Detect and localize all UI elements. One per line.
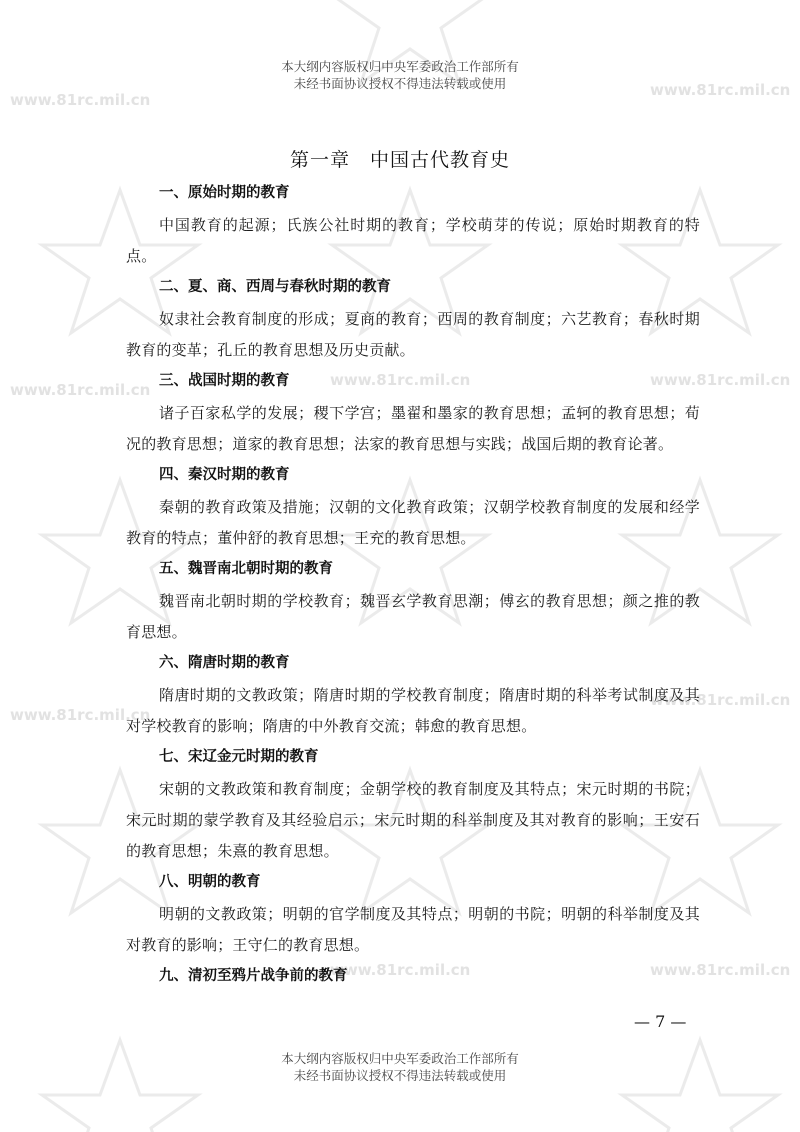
copyright-footer-line2: 未经书面协议授权不得违法转载或使用 bbox=[293, 1068, 507, 1083]
section-heading: 三、战国时期的教育 bbox=[159, 373, 290, 389]
section bbox=[126, 746, 700, 867]
copyright-header bbox=[0, 58, 800, 92]
section bbox=[126, 652, 700, 742]
section-body: 魏晋南北朝时期的学校教育；魏晋玄学教育思潮；傅玄的教育思想；颜之推的教育思想。 bbox=[126, 592, 700, 641]
copyright-header-line2: 未经书面协议授权不得违法转载或使用 bbox=[293, 76, 507, 91]
section bbox=[126, 558, 700, 648]
section-body: 宋朝的文教政策和教育制度；金朝学校的教育制度及其特点；宋元时期的书院；宋元时期的蒙学教育及其经验启示；宋元时期的科举制度及其对教育的影响；王安石的教育思想；朱熹的教育思想。 bbox=[126, 780, 700, 860]
section bbox=[126, 276, 700, 366]
section-body: 诸子百家私学的发展；稷下学宫；墨翟和墨家的教育思想；孟轲的教育思想；荀况的教育思想；道家的教育思想；法家的教育思想与实践；战国后期的教育论著。 bbox=[126, 404, 700, 453]
watermark-text: www.81rc.mil.cn bbox=[330, 371, 471, 389]
section-heading: 九、清初至鸦片战争前的教育 bbox=[159, 968, 348, 984]
watermark-text: www.81rc.mil.cn bbox=[650, 961, 791, 979]
copyright-footer-line1: 本大纲内容版权归中央军委政治工作部所有 bbox=[281, 1051, 519, 1066]
page-number: — 7 — bbox=[634, 1012, 687, 1031]
section bbox=[126, 464, 700, 554]
section-heading: 八、明朝的教育 bbox=[159, 874, 261, 890]
section-heading: 四、秦汉时期的教育 bbox=[159, 467, 290, 483]
watermark-text: www.81rc.mil.cn bbox=[10, 381, 151, 399]
section-heading: 七、宋辽金元时期的教育 bbox=[159, 749, 319, 765]
section-heading: 五、魏晋南北朝时期的教育 bbox=[159, 561, 333, 577]
outline-content bbox=[126, 178, 700, 993]
section bbox=[126, 182, 700, 272]
section-body: 中国教育的起源；氏族公社时期的教育；学校萌芽的传说；原始时期教育的特点。 bbox=[126, 216, 700, 265]
watermark-text: www.81rc.mil.cn bbox=[330, 961, 471, 979]
watermark-text: www.81rc.mil.cn bbox=[650, 371, 791, 389]
section-heading: 六、隋唐时期的教育 bbox=[159, 655, 290, 671]
section bbox=[126, 871, 700, 961]
section-heading: 一、原始时期的教育 bbox=[159, 185, 290, 201]
watermark-text: www.81rc.mil.cn bbox=[650, 691, 791, 709]
chapter-title: 第一章 中国古代教育史 bbox=[289, 149, 510, 171]
section-body: 奴隶社会教育制度的形成；夏商的教育；西周的教育制度；六艺教育；春秋时期教育的变革；孔丘的教育思想及历史贡献。 bbox=[126, 310, 700, 359]
section-heading: 二、夏、商、西周与春秋时期的教育 bbox=[159, 279, 391, 295]
watermark-text: www.81rc.mil.cn bbox=[650, 81, 791, 99]
section-body: 隋唐时期的文教政策；隋唐时期的学校教育制度；隋唐时期的科举考试制度及其对学校教育的影响；隋唐的中外教育交流；韩愈的教育思想。 bbox=[126, 686, 700, 735]
section bbox=[126, 370, 700, 460]
watermark-text: www.81rc.mil.cn bbox=[10, 91, 151, 109]
section-body: 秦朝的教育政策及措施；汉朝的文化教育政策；汉朝学校教育制度的发展和经学教育的特点；董仲舒的教育思想；王充的教育思想。 bbox=[126, 498, 700, 547]
section-body: 明朝的文教政策；明朝的官学制度及其特点；明朝的书院；明朝的科举制度及其对教育的影响；王守仁的教育思想。 bbox=[126, 905, 700, 954]
watermark-text: www.81rc.mil.cn bbox=[10, 706, 151, 724]
copyright-header-line1: 本大纲内容版权归中央军委政治工作部所有 bbox=[281, 59, 519, 74]
section bbox=[126, 965, 700, 987]
copyright-footer bbox=[0, 1050, 800, 1084]
